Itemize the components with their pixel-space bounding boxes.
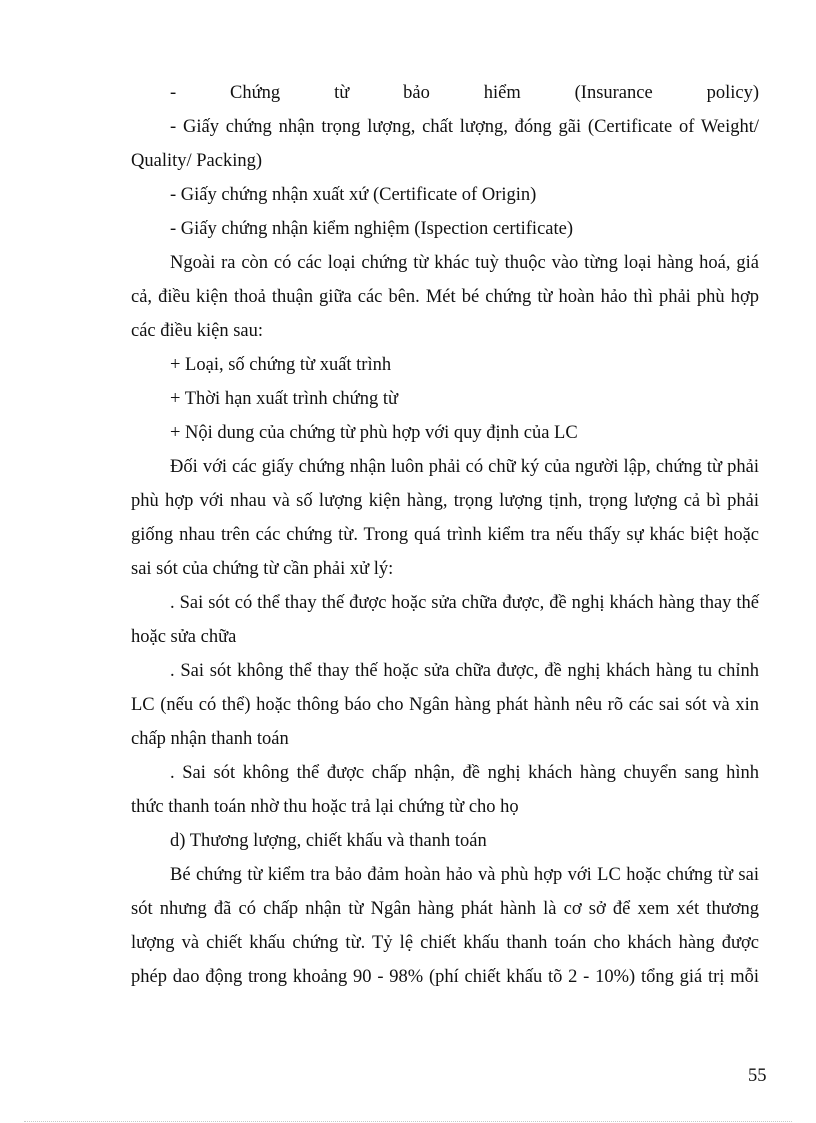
list-item: + Loại, số chứng từ xuất trình xyxy=(170,355,392,375)
paragraph-line: giống nhau trên các chứng từ. Trong quá trình kiểm tra nếu thấy sự khác biệt hoặc xyxy=(131,525,759,545)
section-heading: d) Thương lượng, chiết khấu và thanh toán xyxy=(170,831,487,851)
list-item: - Giấy chứng nhận kiểm nghiệm (Ispection certificate) xyxy=(170,219,573,239)
paragraph-line: Đối với các giấy chứng nhận luôn phải có chữ ký của người lập, chứng từ phải xyxy=(170,457,759,477)
paragraph-line: Ngoài ra còn có các loại chứng từ khác tuỳ thuộc vào từng loại hàng hoá, giá xyxy=(170,253,759,273)
document-body xyxy=(131,76,759,994)
text-line: Quality/ Packing) xyxy=(131,151,263,171)
text-line: chấp nhận thanh toán xyxy=(131,729,289,749)
list-item: - Chứng từ bảo hiểm (Insurance policy) xyxy=(170,83,759,103)
paragraph-line: lượng và chiết khấu chứng từ. Tỷ lệ chiết khấu thanh toán cho khách hàng được xyxy=(131,933,759,953)
paragraph-line: sai sót của chứng từ cần phải xử lý: xyxy=(131,559,394,579)
paragraph-line: phép dao động trong khoảng 90 - 98% (phí chiết khấu tõ 2 - 10%) tổng giá trị mỗi xyxy=(131,967,759,987)
text-line: hoặc sửa chữa xyxy=(131,627,237,647)
paragraph-line: cả, điều kiện thoả thuận giữa các bên. Mét bé chứng từ hoàn hảo thì phải phù hợp xyxy=(131,287,759,307)
text-line: LC (nếu có thể) hoặc thông báo cho Ngân hàng phát hành nêu rõ các sai sót và xin xyxy=(131,695,759,715)
list-item: . Sai sót có thể thay thế được hoặc sửa chữa được, đề nghị khách hàng thay thế xyxy=(170,593,759,613)
list-item: . Sai sót không thể được chấp nhận, đề nghị khách hàng chuyển sang hình xyxy=(170,763,759,783)
list-item: . Sai sót không thể thay thế hoặc sửa chữa được, đề nghị khách hàng tu chỉnh xyxy=(170,661,759,681)
list-item: - Giấy chứng nhận xuất xứ (Certificate of Origin) xyxy=(170,185,537,205)
paragraph-line: sót nhưng đã có chấp nhận từ Ngân hàng phát hành là cơ sở để xem xét thương xyxy=(131,899,759,919)
text-line: thức thanh toán nhờ thu hoặc trả lại chứng từ cho họ xyxy=(131,797,519,817)
paragraph-line: Bé chứng từ kiểm tra bảo đảm hoàn hảo và phù hợp với LC hoặc chứng từ sai xyxy=(170,865,759,885)
list-item: + Nội dung của chứng từ phù hợp với quy định của LC xyxy=(170,423,578,443)
list-item: - Giấy chứng nhận trọng lượng, chất lượng, đóng gãi (Certificate of Weight/ xyxy=(170,117,759,137)
page-number: 55 xyxy=(748,1066,767,1086)
paragraph-line: các điều kiện sau: xyxy=(131,321,264,341)
paragraph-line: phù hợp với nhau và số lượng kiện hàng, trọng lượng tịnh, trọng lượng cả bì phải xyxy=(131,491,759,511)
footer-divider xyxy=(24,1121,792,1122)
list-item: + Thời hạn xuất trình chứng từ xyxy=(170,389,398,409)
